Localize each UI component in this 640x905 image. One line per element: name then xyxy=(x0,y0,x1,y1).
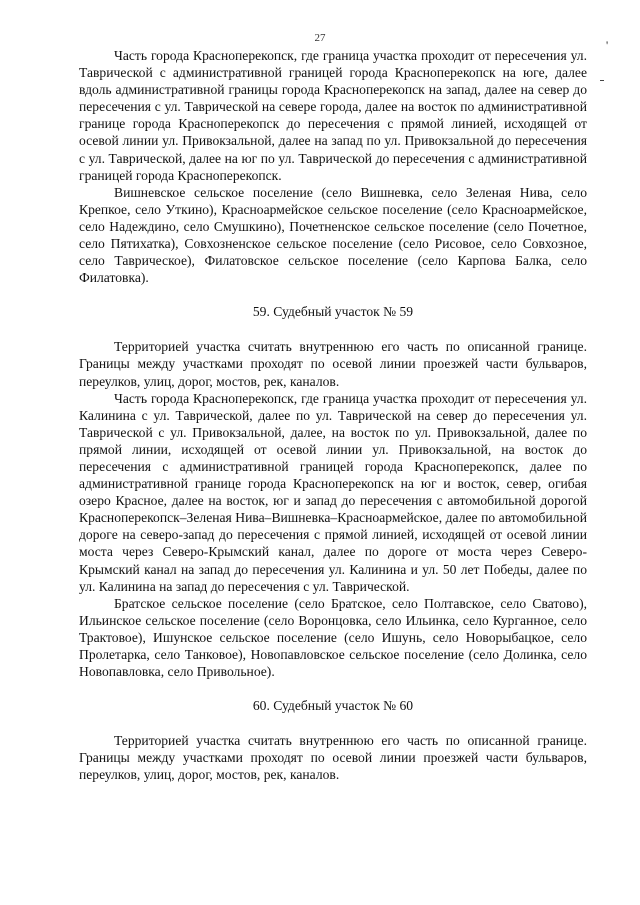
paragraph-boundary-krasnoperekopsk: Часть города Красноперекопск, где граница участка проходит от пересечения ул. Таврической с административной границей города Красноперекопск на юге, далее вдоль административной границы города Красноперекопск на запад, далее на север до пересечения с ул. Таврической на севере города, далее на восток по административной границе города Красноперекопск до пересечения с прямой линией, исходящей от осевой линии ул. Привокзальной, далее на запад по ул. Привокзальной до пересечения с ул. Таврической, далее на юг по ул. Таврической до пересечения с административной границей города Красноперекопск. xyxy=(79,48,587,183)
paragraph-boundary-59: Часть города Красноперекопск, где граница участка проходит от пересечения ул. Калинина с ул. Таврической, далее по ул. Таврической на север до пересечения ул. Таврической с ул. Привокзальной, далее, на восток по ул. Привокзальной, далее по прямой линии, исходящей от осевой линии ул. Привокзальной, на восток до пересечения с административной границей города Красноперекопск, далее по административной границе города Красноперекопск на юг и восток, север, огибая озеро Красное, далее на восток, юг и запад до пересечения с автомобильной дорогой Красноперекопск–Зеленая Нива–Вишневка–Красноармейское, далее по автомобильной дороге на северо-запад до пересечения с прямой линией, исходящей от осевой линии моста через Северо-Крымский канал, далее по дороге от моста через Северо-Крымский канал на запад до пересечения ул. Калинина и ул. 50 лет Победы, далее по ул. Калинина на запад до пересечения с ул. Таврической. xyxy=(79,390,587,594)
margin-dash xyxy=(600,80,604,81)
paragraph-settlements-59: Братское сельское поселение (село Братское, село Полтавское, село Сватово), Ильинское сельское поселение (село Воронцовка, село Ильинка, село Курганное, село Трактовое), Ишунское сельское поселение (село Ишунь, село Новорыбацкое, село Пролетарка, село Танковое), Новопавловское сельское поселение (село Долинка, село Новопавловка, село Привольное). xyxy=(79,595,587,680)
paragraph-territory-59: Территорией участка считать внутреннюю его часть по описанной границе. Границы между участками проходят по осевой линии проезжей части бульваров, переулков, улиц, дорог, мостов, рек, каналов. xyxy=(79,339,587,389)
paragraph-territory-60: Территорией участка считать внутреннюю его часть по описанной границе. Границы между участками проходят по осевой линии проезжей части бульваров, переулков, улиц, дорог, мостов, рек, каналов. xyxy=(79,733,587,783)
margin-mark: ' xyxy=(606,38,609,52)
page-number: 27 xyxy=(314,32,326,44)
section-heading-60: 60. Судебный участок № 60 xyxy=(252,698,414,714)
section-heading-59: 59. Судебный участок № 59 xyxy=(252,304,414,320)
paragraph-rural-settlements: Вишневское сельское поселение (село Вишневка, село Зеленая Нива, село Крепкое, село Уткино), Красноармейское сельское поселение (село Красноармейское, село Надеждино, село Смушкино), Почетненское сельское поселение (село Почетное, село Пятихатка), Совхозненское сельское поселение (село Рисовое, село Совхозное, село Таврическое), Филатовское сельское поселение (село Карпова Балка, село Филатовка). xyxy=(79,184,587,286)
document-body xyxy=(79,47,587,783)
